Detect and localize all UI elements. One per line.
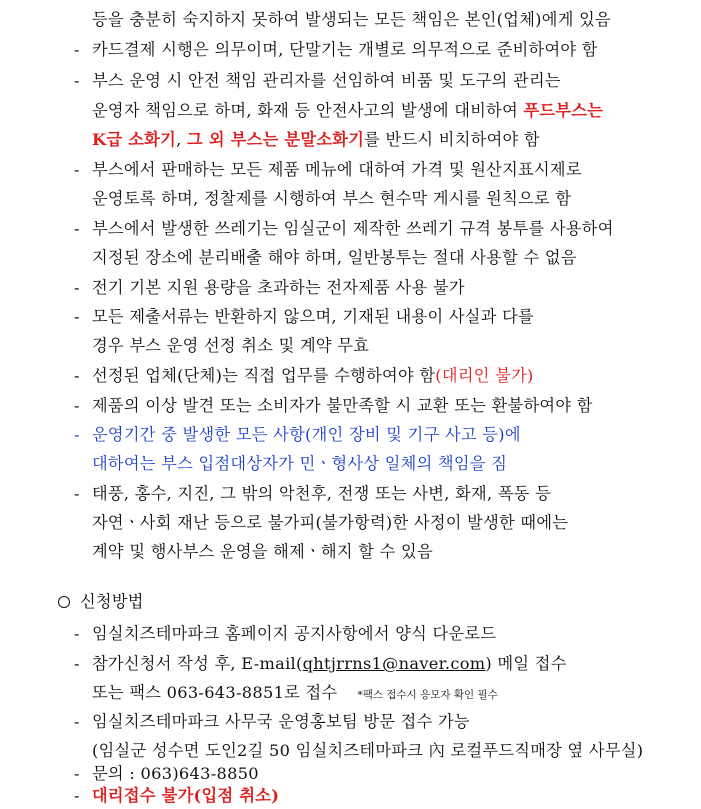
method-text: ) 메일 접수 [485,654,567,673]
rule-item [74,484,551,504]
rule-item [74,278,465,298]
bullet-dash: - [74,307,80,326]
fax-note: *팩스 접수시 응모자 확인 필수 [357,689,498,701]
rule-text: 선정된 업체(단체)는 직접 업무를 수행하여야 함 [92,366,436,385]
rule-continuation [92,513,568,533]
bullet-dash: - [74,712,80,731]
bullet-dash: - [74,484,80,503]
bullet-dash: - [74,624,80,643]
section-title: 신청방법 [80,592,144,611]
rule-text: , [176,130,187,149]
bullet-dash: - [74,40,80,59]
rule-item [74,425,521,445]
rule-item [74,307,534,327]
rule-text: 부스 운영 시 안전 책임 관리자를 선임하여 비품 및 도구의 관리는 [92,71,561,90]
section-heading [58,592,144,612]
rule-text: 대하여는 부스 입점대상자가 민ㆍ형사상 일체의 책임을 짐 [92,454,508,473]
method-item [74,764,259,784]
method-item [74,654,567,674]
rule-item [74,396,593,416]
method-item [74,712,470,732]
rule-continuation [92,542,433,562]
rule-item [74,219,614,239]
rule-continuation [92,101,603,121]
rule-text: 모든 제출서류는 반환하지 않으며, 기재된 내용이 사실과 다를 [92,307,534,326]
rule-text: 경우 부스 운영 선정 취소 및 계약 무효 [92,336,370,355]
rule-text: 부스에서 판매하는 모든 제품 메뉴에 대하여 가격 및 원산지표시제로 [92,160,582,179]
contact-text: 문의 : 063)643-8850 [92,764,259,783]
highlight-text: 푸드부스는 [523,101,604,120]
method-text: 임실치즈테마파크 홈페이지 공지사항에서 양식 다운로드 [92,624,497,643]
method-item [74,624,496,644]
bullet-dash: - [74,278,80,297]
warning-text: 대리접수 불가(입점 취소) [92,786,280,805]
rule-text: 운영토록 하며, 정찰제를 시행하여 부스 현수막 게시를 원칙으로 함 [92,189,572,208]
rule-text: 를 반드시 비치하여야 함 [364,130,540,149]
rule-text: 제품의 이상 발견 또는 소비자가 불만족할 시 교환 또는 환불하여야 함 [92,396,593,415]
bullet-dash: - [74,786,80,805]
rule-item [74,366,534,386]
bullet-dash: - [74,764,80,783]
rule-text: 등을 충분히 숙지하지 못하여 발생되는 모든 책임은 본인(업체)에게 있음 [92,10,611,29]
bullet-dash: - [74,71,80,90]
highlight-text: 그 외 부스는 분말소화기 [186,130,365,149]
hollow-circle-icon [58,596,70,608]
bullet-dash: - [74,425,80,444]
bullet-dash: - [74,366,80,385]
bullet-dash: - [74,219,80,238]
highlight-text: K급 소화기 [92,130,177,149]
rule-text: 계약 및 행사부스 운영을 해제ㆍ해지 할 수 있음 [92,542,433,561]
rule-text: 지정된 장소에 분리배출 해야 하며, 일반봉투는 절대 사용할 수 없음 [92,248,577,267]
method-text: 임실치즈테마파크 사무국 운영홍보팀 방문 접수 가능 [92,712,470,731]
method-continuation [92,683,498,705]
rule-continuation [92,10,611,30]
rule-item [74,40,598,60]
bullet-dash: - [74,160,80,179]
rule-continuation [92,248,577,268]
rule-item [74,71,561,91]
rule-text: 태풍, 홍수, 지진, 그 밖의 악천후, 전쟁 또는 사변, 화재, 폭동 등 [92,484,552,503]
rule-text: 전기 기본 지원 용량을 초과하는 전자제품 사용 불가 [92,278,465,297]
method-text: 참가신청서 작성 후, E-mail( [92,654,303,673]
address-text: (임실군 성수면 도인2길 50 임실치즈테마파크 內 로컬푸드직매장 옆 사무실) [92,741,644,760]
rule-text: 운영기간 중 발생한 모든 사항(개인 장비 및 기구 사고 등)에 [92,425,521,444]
method-item [74,786,279,806]
highlight-text: (대리인 불가) [435,366,534,385]
method-continuation [92,741,643,761]
rule-continuation [92,189,571,209]
rule-text: 카드결제 시행은 의무이며, 단말기는 개별로 의무적으로 준비하여야 함 [92,40,598,59]
rule-continuation [92,454,507,474]
rule-continuation [92,130,540,150]
rule-text: 자연ㆍ사회 재난 등으로 불가피(불가항력)한 사정이 발생한 때에는 [92,513,569,532]
bullet-dash: - [74,654,80,673]
rule-continuation [92,336,369,356]
method-text: 또는 팩스 063-643-8851로 접수 [92,683,338,702]
rule-item [74,160,582,180]
bullet-dash: - [74,396,80,415]
rule-text: 운영자 책임으로 하며, 화재 등 안전사고의 발생에 대비하여 [92,101,524,120]
rule-text: 부스에서 발생한 쓰레기는 임실군이 제작한 쓰레기 규격 봉투를 사용하여 [92,219,614,238]
email-link[interactable]: qhtjrrns1@naver.com [302,654,486,673]
